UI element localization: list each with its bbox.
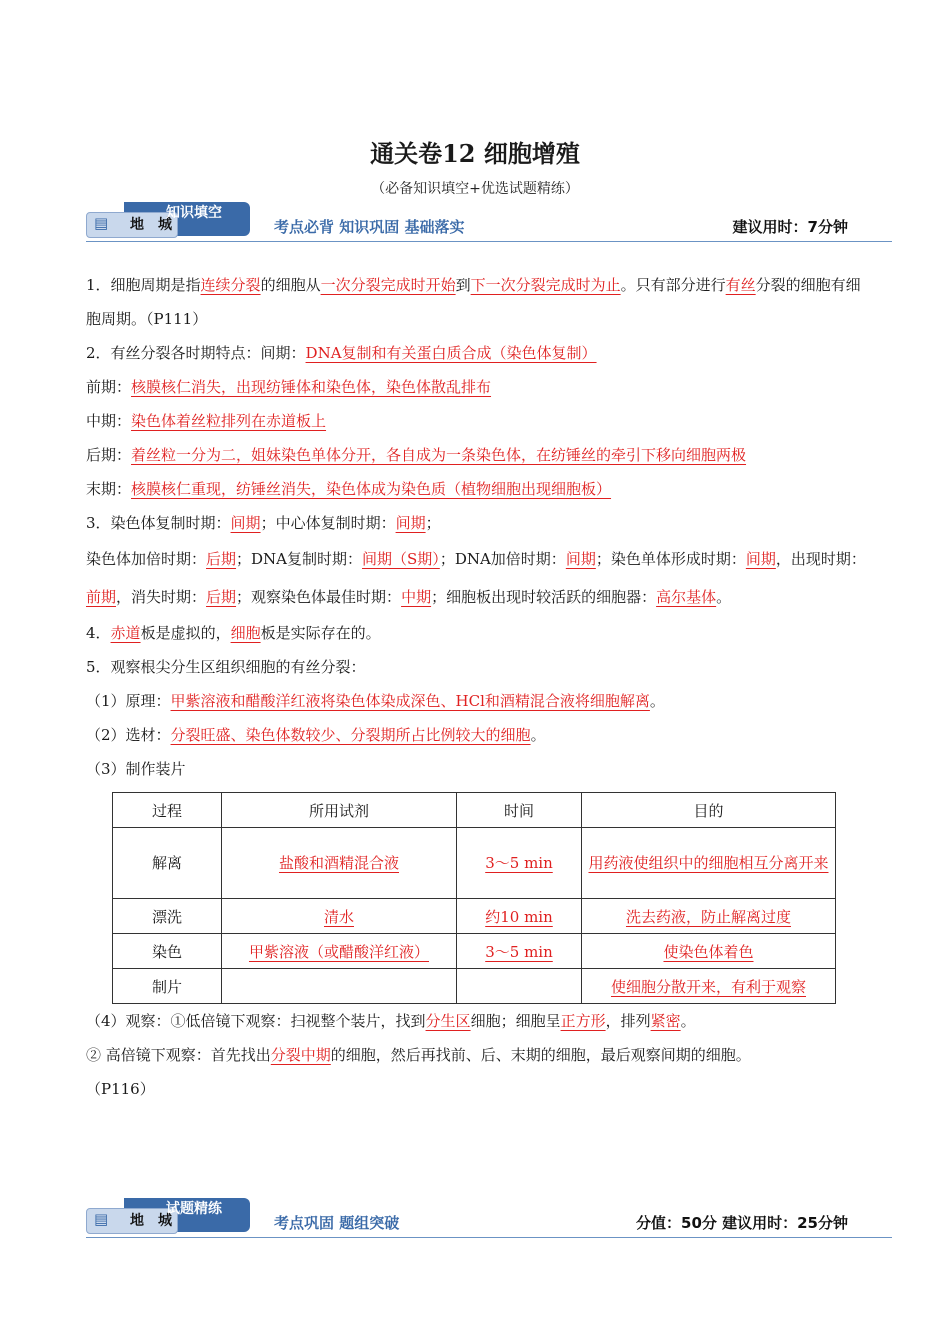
material-line: （2）选材：分裂旺盛、染色体数较少、分裂期所占比例较大的细胞。 (86, 726, 546, 744)
badge-word: 地城 (130, 217, 186, 233)
answer: 紧密 (650, 1012, 681, 1030)
suggested-time: 建议用时：7分钟 (732, 218, 848, 236)
answer: 甲紫溶液和醋酸洋红液将染色体染成深色、HCl和酒精混合液将细胞解离 (170, 692, 650, 710)
answer: 间期 (230, 514, 261, 532)
section-slogan: 考点巩固 题组突破 (274, 1214, 400, 1232)
answer: 赤道 (110, 624, 141, 642)
answer: 核膜核仁重现，纺锤丝消失，染色体成为染色质（植物细胞出现细胞板） (131, 480, 612, 498)
table-header: 目的 (582, 793, 836, 828)
answer: 3～5 min (485, 854, 553, 872)
answer: 盐酸和酒精混合液 (278, 854, 399, 872)
question-1: 1．细胞周期是指连续分裂的细胞从一次分裂完成时开始到下一次分裂完成时为止。只有部分进行有丝分裂的细胞有细胞周期。（P111） (86, 276, 861, 328)
answer: 分生区 (425, 1012, 471, 1030)
answer: 间期 (565, 550, 596, 568)
table-row (113, 969, 836, 1004)
answer: 分裂中期 (270, 1046, 331, 1064)
table-cell: 染色 (113, 934, 222, 969)
question-3: 3．染色体复制时期：间期；中心体复制时期：间期； (86, 514, 441, 532)
slide-prep-table (112, 792, 836, 1004)
question-5: 5．观察根尖分生区组织细胞的有丝分裂： (86, 658, 366, 676)
answer: 有丝 (725, 276, 756, 294)
score-and-time: 分值：50分 建议用时：25分钟 (636, 1214, 848, 1232)
answer: 间期（S期） (362, 550, 440, 568)
answer: 分裂旺盛、染色体数较少、分裂期所占比例较大的细胞 (170, 726, 531, 744)
answer: 下一次分裂完成时为止 (470, 276, 621, 294)
principle-line: （1）原理：甲紫溶液和醋酸洋红液将染色体染成深色、HCl和酒精混合液将细胞解离。 (86, 692, 665, 710)
section-banner-knowledge (86, 202, 892, 242)
table-row (113, 934, 836, 969)
banner-divider (86, 241, 892, 242)
answer: 染色体着丝粒排列在赤道板上 (131, 412, 327, 430)
page-subtitle: （必备知识填空+优选试题精练） (371, 181, 579, 197)
telophase-line: 末期：核膜核仁重现，纺锤丝消失，染色体成为染色质（植物细胞出现细胞板） (86, 480, 612, 498)
table-cell: 制片 (113, 969, 222, 1004)
answer: 约10 min (485, 907, 553, 926)
question-2: 2．有丝分裂各时期特点：间期：DNA复制和有关蛋白质合成（染色体复制） (86, 344, 597, 362)
table-row (113, 899, 836, 934)
badge-word: 地城 (130, 1213, 186, 1229)
section-slogan: 考点必背 知识巩固 基础落实 (274, 218, 465, 236)
section-tag: 知识填空 (166, 205, 222, 221)
anaphase-line: 后期：着丝粒一分为二，姐妹染色单体分开，各自成为一条染色体，在纺锤丝的牵引下移向细胞两极 (86, 446, 747, 464)
answer: 一次分裂完成时开始 (320, 276, 456, 294)
section-badge (86, 202, 256, 236)
answer: 间期 (745, 550, 776, 568)
section-banner-exercises (86, 1198, 892, 1238)
answer: 3～5 min (485, 942, 553, 961)
question-4: 4．赤道板是虚拟的，细胞板是实际存在的。 (86, 624, 381, 642)
prophase-line: 前期：核膜核仁消失，出现纺锤体和染色体，染色体散乱排布 (86, 378, 492, 396)
section-badge (86, 1198, 256, 1232)
book-icon: ▤ (94, 214, 109, 232)
slide-prep-line: （3）制作装片 (86, 760, 186, 778)
answer: 细胞 (230, 624, 261, 642)
table-cell: 漂洗 (113, 899, 222, 934)
observation-line: （4）观察：①低倍镜下观察：扫视整个装片，找到分生区细胞；细胞呈正方形，排列紧密。 (86, 1012, 696, 1030)
answer: 甲紫溶液（或醋酸洋红液） (248, 942, 429, 961)
table-header: 过程 (113, 793, 222, 828)
answer: 使细胞分散开来，有利于观察 (610, 977, 806, 996)
page-reference: （P116） (86, 1080, 155, 1098)
answer: 中期 (401, 588, 432, 606)
table-header: 时间 (457, 793, 582, 828)
answer: 用药液使组织中的细胞相互分离开来 (588, 854, 829, 872)
answer: 间期 (395, 514, 426, 532)
answer: 核膜核仁消失，出现纺锤体和染色体，染色体散乱排布 (131, 378, 492, 396)
question-3-details: 染色体加倍时期：后期；DNA复制时期：间期（S期）；DNA加倍时期：间期；染色单体形成时期：间期，出现时期：前期，消失时期：后期；观察染色体最佳时期：中期；细胞板出现时较活跃的细胞器：高尔基体。 (86, 550, 866, 606)
answer: 正方形 (560, 1012, 606, 1030)
answer: 高尔基体 (656, 588, 717, 606)
answer: 连续分裂 (200, 276, 261, 294)
answer: 后期 (206, 588, 237, 606)
high-power-line: ② 高倍镜下观察：首先找出分裂中期的细胞，然后再找前、后、末期的细胞，最后观察间期的细胞。 (86, 1046, 751, 1064)
table-header: 所用试剂 (222, 793, 457, 828)
banner-divider (86, 1237, 892, 1238)
table-cell: 解离 (113, 828, 222, 899)
table-header-row (113, 793, 836, 828)
answer: 洗去药液，防止解离过度 (625, 907, 791, 926)
book-icon: ▤ (94, 1210, 109, 1228)
answer: DNA复制和有关蛋白质合成（染色体复制） (305, 344, 597, 362)
answer: 着丝粒一分为二，姐妹染色单体分开，各自成为一条染色体，在纺锤丝的牵引下移向细胞两极 (131, 446, 747, 464)
answer: 后期 (206, 550, 237, 568)
answer: 前期 (86, 588, 117, 606)
table-row (113, 828, 836, 899)
answer: 使染色体着色 (663, 942, 754, 961)
page-title: 通关卷12 细胞增殖 (370, 139, 580, 168)
answer: 清水 (323, 907, 354, 926)
section-tag: 试题精练 (166, 1201, 222, 1217)
knowledge-content (86, 268, 866, 1106)
metaphase-line: 中期：染色体着丝粒排列在赤道板上 (86, 412, 327, 430)
